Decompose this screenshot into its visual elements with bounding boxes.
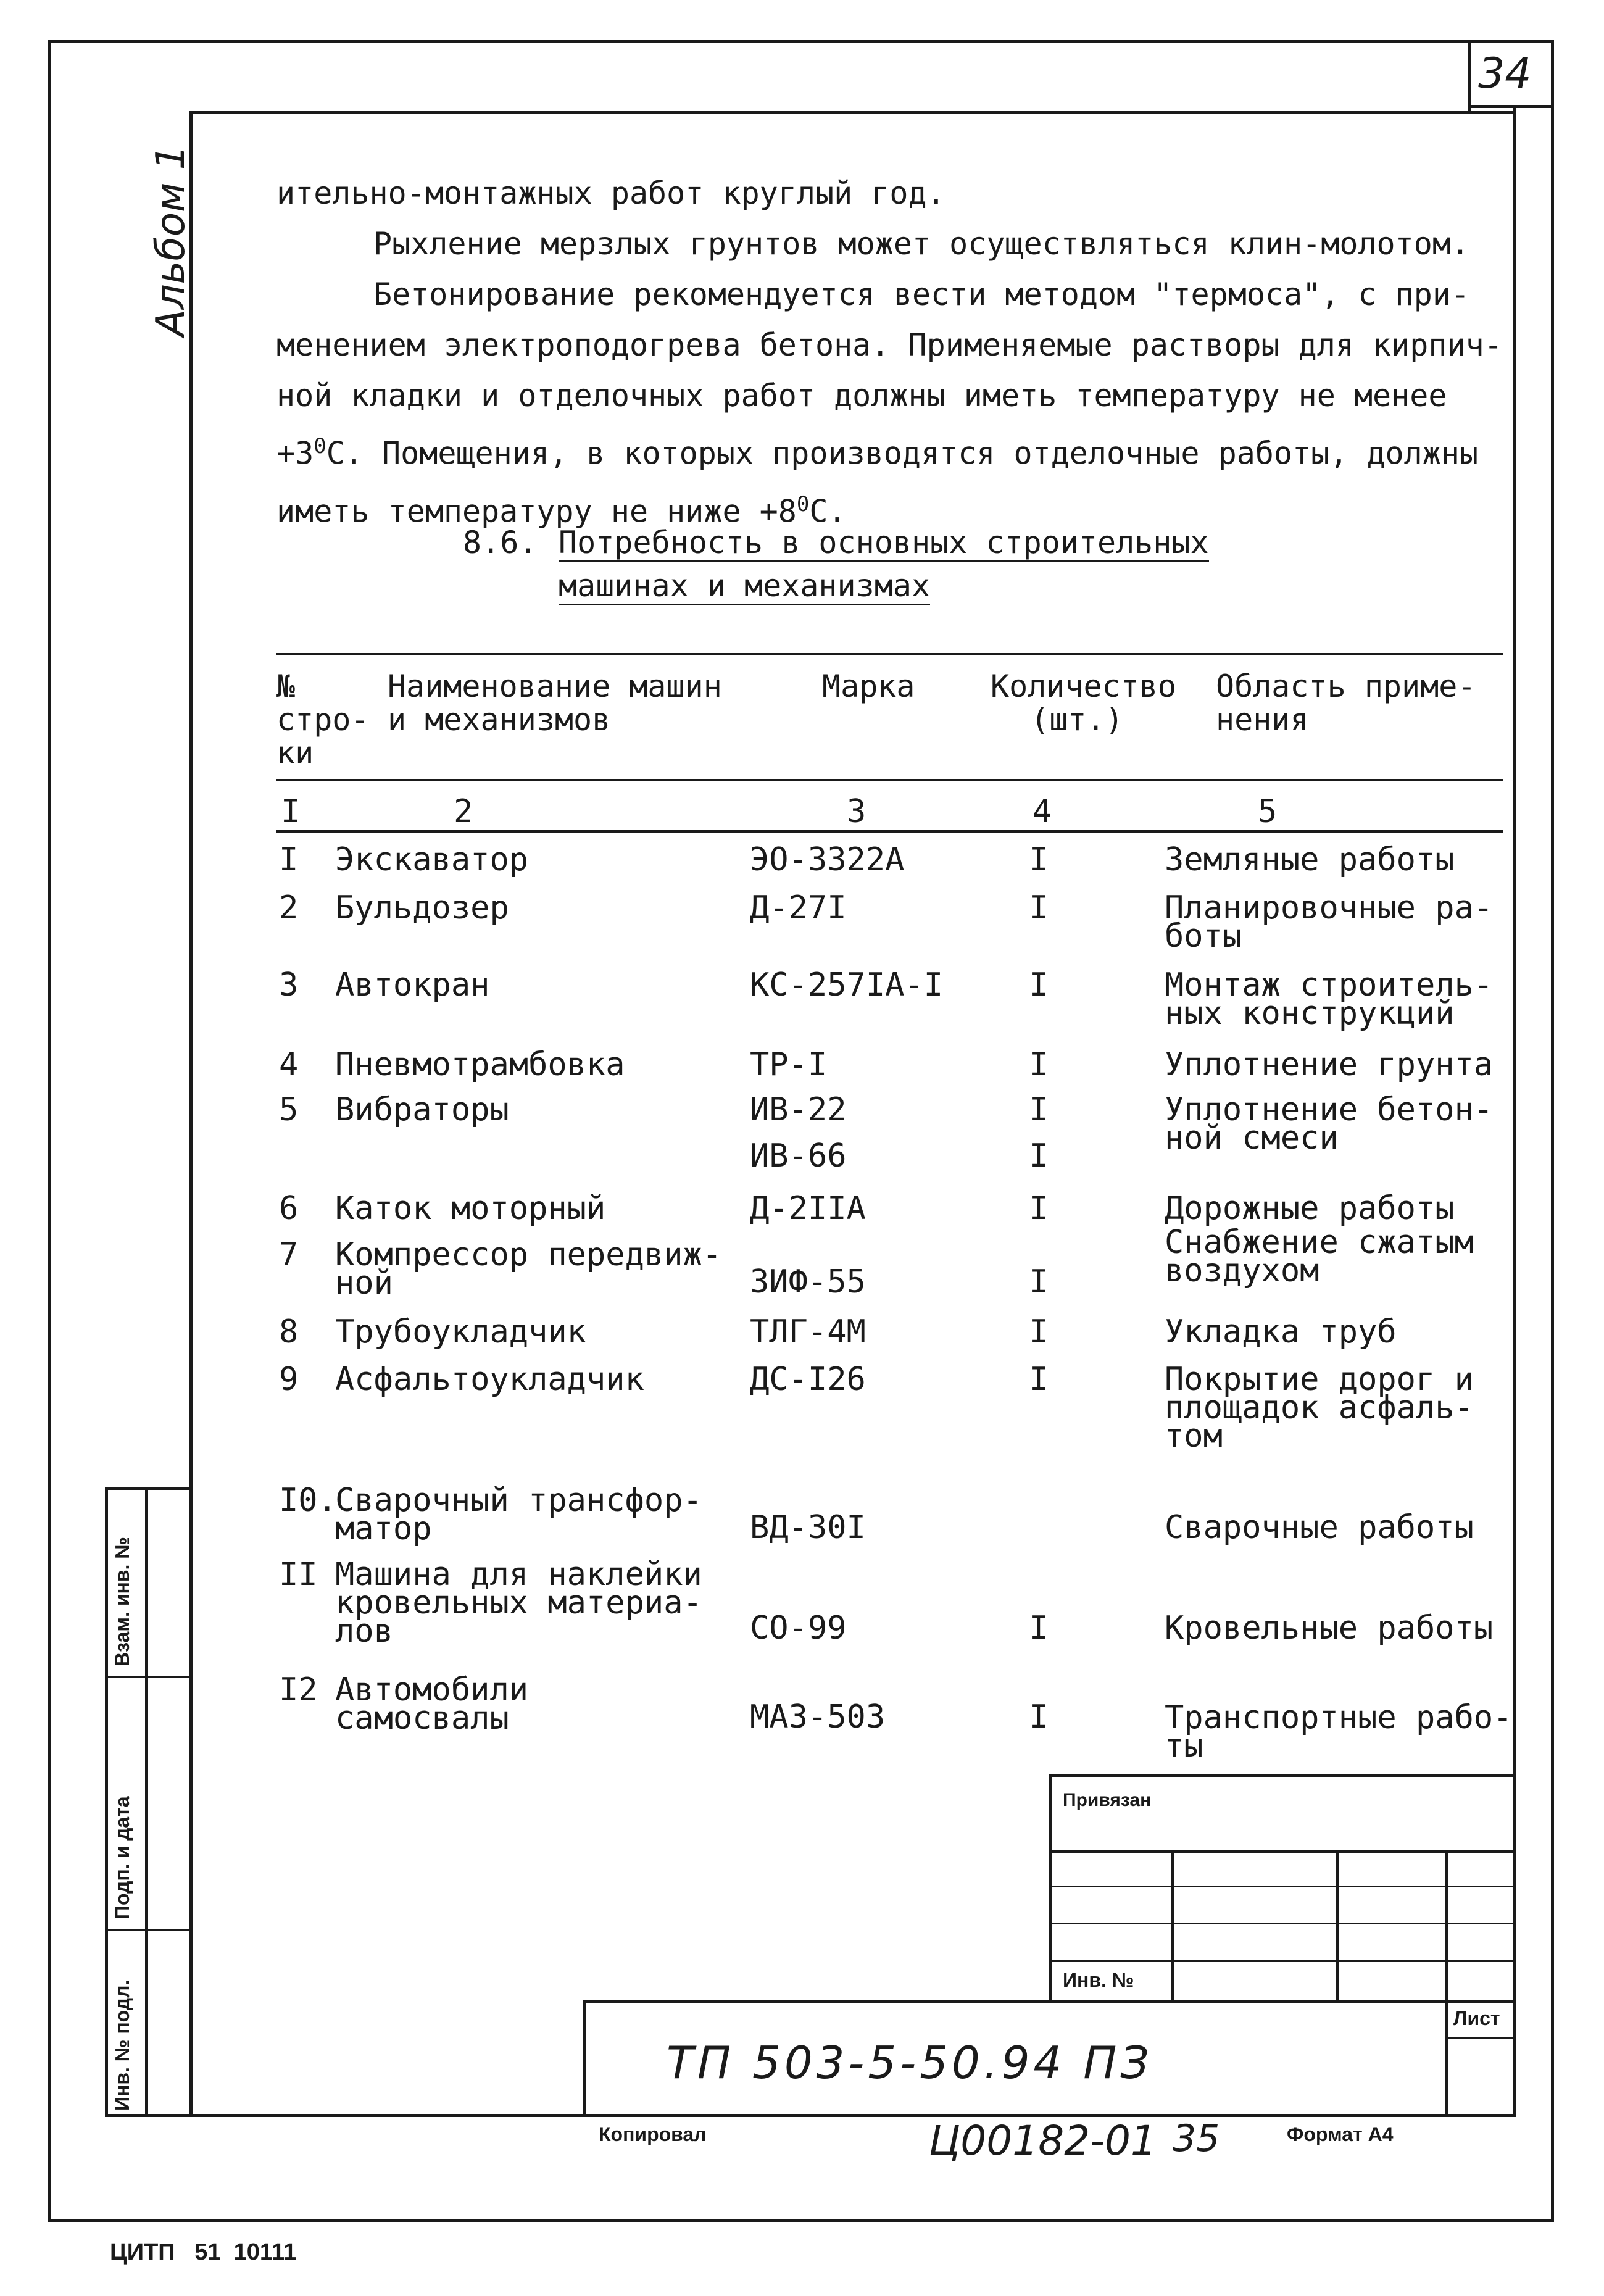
outer-frame-right xyxy=(1551,40,1554,2222)
text-line-3: Бетонирование рекомендуется вести методом "термоса", с при- xyxy=(373,277,1470,312)
row-area: Дорожные работы xyxy=(1165,1190,1455,1227)
row-area: ты xyxy=(1165,1727,1203,1765)
side-podp-label: Подп. и дата xyxy=(111,1796,133,1920)
row-mark: Д-2IIА xyxy=(750,1190,866,1227)
row-number: 5 xyxy=(279,1091,299,1128)
row-qty: I xyxy=(1029,1091,1049,1128)
section-title-2: машинах и механизмах xyxy=(559,560,930,611)
header-name-2: и механизмов xyxy=(388,702,611,738)
row-qty: I xyxy=(1029,1313,1049,1350)
row-name: Бульдозер xyxy=(335,889,509,926)
copy-page-number: 35 xyxy=(1173,2117,1220,2160)
row-number: 9 xyxy=(279,1361,299,1398)
row-number: 6 xyxy=(279,1190,299,1227)
text-line-7: иметь температуру не ниже $+8^0С$. xyxy=(276,491,847,530)
stamp-main-left xyxy=(583,2000,586,2117)
header-qty: Количество (шт.) xyxy=(991,668,1177,738)
colnum-2: 2 xyxy=(454,793,473,830)
inner-frame-left xyxy=(189,111,193,2117)
row-name: кровельных материа- xyxy=(335,1584,702,1621)
row-name: Каток моторный xyxy=(335,1190,606,1227)
row-qty: I xyxy=(1029,1698,1049,1736)
row-qty: I xyxy=(1029,1361,1049,1398)
row-mark: КС-257IА-I xyxy=(750,967,944,1004)
row-mark: ИВ-22 xyxy=(750,1091,847,1128)
footer-citp: ЦИТП 51 10111 xyxy=(110,2239,297,2265)
row-qty: I xyxy=(1029,1046,1049,1083)
row-area: Кровельные работы xyxy=(1165,1610,1494,1647)
inner-frame-right xyxy=(1513,105,1516,2117)
colnum-3: 3 xyxy=(847,793,866,830)
row-name: Компрессор передвиж- xyxy=(335,1236,722,1273)
row-name: Пневмотрамбовка xyxy=(335,1046,625,1083)
row-name: самосвалы xyxy=(335,1699,509,1737)
order-number: Ц00182-01 xyxy=(929,2117,1157,2165)
stamp-grid-v3 xyxy=(1445,1850,1448,2116)
side-strip-div1 xyxy=(105,1676,193,1678)
row-area: Покрытие дорог и xyxy=(1165,1361,1474,1398)
format-label: Формат А4 xyxy=(1287,2123,1394,2145)
text-line-5: ной кладки и отделочных работ должны иметь температуру не менее xyxy=(276,378,1447,414)
row-mark: ЗИФ-55 xyxy=(750,1263,866,1300)
row-name: лов xyxy=(335,1612,393,1650)
row-area: воздухом xyxy=(1165,1252,1319,1289)
row-area: Сварочные работы xyxy=(1165,1508,1474,1546)
row-number: I2 xyxy=(279,1671,318,1708)
row-area: ных конструкций xyxy=(1165,994,1455,1032)
side-strip-top xyxy=(105,1487,193,1490)
stamp-list-sep xyxy=(1445,2037,1516,2039)
table-header-rule xyxy=(276,779,1503,781)
row-area: Планировочные ра- xyxy=(1165,889,1494,926)
stamp-privyazan-label: Привязан xyxy=(1063,1790,1152,1810)
stamp-document-code: ТП 503-5-50.94 ПЗ xyxy=(667,2037,1153,2089)
row-qty: I xyxy=(1029,841,1049,878)
side-strip-left xyxy=(105,1487,108,2117)
row-qty: I xyxy=(1029,967,1049,1004)
row-area: боты xyxy=(1165,917,1242,955)
table-colnum-rule xyxy=(276,830,1503,833)
inner-frame-top xyxy=(189,111,1516,114)
header-area: Область приме- нения xyxy=(1216,668,1476,738)
row-mark: ВД-30I xyxy=(750,1508,866,1546)
row-qty: I xyxy=(1029,1138,1049,1175)
kopiroval-label: Копировал xyxy=(599,2123,707,2145)
row-name: Автокран xyxy=(335,967,490,1004)
side-vzam-label: Взам. инв. № xyxy=(111,1537,133,1666)
side-strip-div2 xyxy=(105,1929,193,1931)
page-number-box-bottom xyxy=(1468,105,1554,108)
row-mark: СО-99 xyxy=(750,1610,847,1647)
row-area: том xyxy=(1165,1417,1223,1455)
row-number: 3 xyxy=(279,967,299,1004)
colnum-1: I xyxy=(281,793,301,830)
row-mark: ТР-I xyxy=(750,1046,828,1083)
row-name: Трубоукладчик xyxy=(335,1313,586,1350)
row-area: ной смеси xyxy=(1165,1119,1339,1157)
row-name: Экскаватор xyxy=(335,841,529,878)
row-mark: ЭО-3322А xyxy=(750,841,905,878)
stamp-main-top xyxy=(583,2000,1516,2003)
body-text xyxy=(276,168,1503,536)
row-number: I0. xyxy=(279,1482,337,1519)
side-inv-podl-label: Инв. № подл. xyxy=(111,1979,133,2111)
section-number: 8.6. xyxy=(463,525,538,560)
section-title-1: Потребность в основных строительных xyxy=(559,517,1209,568)
stamp-inv-no-label: Инв. № xyxy=(1063,1969,1134,1991)
stamp-privyazan-top xyxy=(1049,1774,1516,1777)
row-area: Уплотнение грунта xyxy=(1165,1046,1494,1083)
row-area: Уплотнение бетон- xyxy=(1165,1091,1494,1128)
row-name: ной xyxy=(335,1264,393,1302)
row-number: 2 xyxy=(279,889,299,926)
outer-frame-top xyxy=(48,40,1554,43)
row-name: Вибраторы xyxy=(335,1091,509,1128)
row-mark: МАЗ-503 xyxy=(750,1698,886,1736)
text-line-1: ительно-монтажных работ круглый год. xyxy=(276,175,945,211)
page-number-box-left xyxy=(1468,40,1471,111)
row-area: Укладка труб xyxy=(1165,1313,1397,1350)
stamp-grid-v1 xyxy=(1171,1850,1174,2000)
row-area: Монтаж строитель- xyxy=(1165,967,1494,1004)
row-qty: I xyxy=(1029,1190,1049,1227)
side-strip-mid xyxy=(145,1487,148,2117)
colnum-4: 4 xyxy=(1033,793,1052,830)
header-mark: Марка xyxy=(822,668,915,704)
outer-frame-left xyxy=(48,40,51,2222)
text-line-2: Рыхление мерзлых грунтов может осуществляться клин-молотом. xyxy=(373,226,1470,262)
row-mark: ТЛГ-4М xyxy=(750,1313,866,1350)
row-qty: I xyxy=(1029,1263,1049,1300)
row-qty: I xyxy=(1029,1610,1049,1647)
outer-frame-bottom xyxy=(48,2219,1554,2222)
row-area: Транспортные рабо- xyxy=(1165,1699,1513,1736)
row-area: Снабжение сжатым xyxy=(1165,1224,1474,1261)
row-number: I xyxy=(279,841,299,878)
row-area: Земляные работы xyxy=(1165,841,1455,878)
page-number: 34 xyxy=(1478,49,1532,98)
colnum-5: 5 xyxy=(1258,793,1278,830)
row-mark: Д-27I xyxy=(750,889,847,926)
row-number: 8 xyxy=(279,1313,299,1350)
row-number: 4 xyxy=(279,1046,299,1083)
header-num: № стро- ки xyxy=(276,668,370,771)
row-name: Автомобили xyxy=(335,1671,529,1708)
row-name: матор xyxy=(335,1510,432,1547)
row-name: Машина для наклейки xyxy=(335,1556,702,1593)
header-name: Наименование машин xyxy=(388,668,722,704)
row-number: II xyxy=(279,1556,318,1593)
text-line-4: менением электроподогрева бетона. Применяемые растворы для кирпич- xyxy=(276,327,1503,363)
row-area: площадок асфаль- xyxy=(1165,1389,1474,1426)
inner-frame-bottom xyxy=(105,2114,1516,2117)
row-mark: ИВ-66 xyxy=(750,1138,847,1175)
stamp-grid-v2 xyxy=(1336,1850,1339,2000)
text-line-6: $+3^0С$. Помещения, в которых производятся отделочные работы, должны xyxy=(276,434,1479,472)
row-number: 7 xyxy=(279,1236,299,1273)
row-name: Сварочный трансфор- xyxy=(335,1482,702,1519)
row-name: Асфальтоукладчик xyxy=(335,1361,644,1398)
stamp-list-label: Лист xyxy=(1453,2007,1500,2029)
table-top-rule xyxy=(276,653,1503,655)
album-note: Альбом 1 xyxy=(148,144,194,336)
row-qty: I xyxy=(1029,889,1049,926)
row-mark: ДС-I26 xyxy=(750,1361,866,1398)
